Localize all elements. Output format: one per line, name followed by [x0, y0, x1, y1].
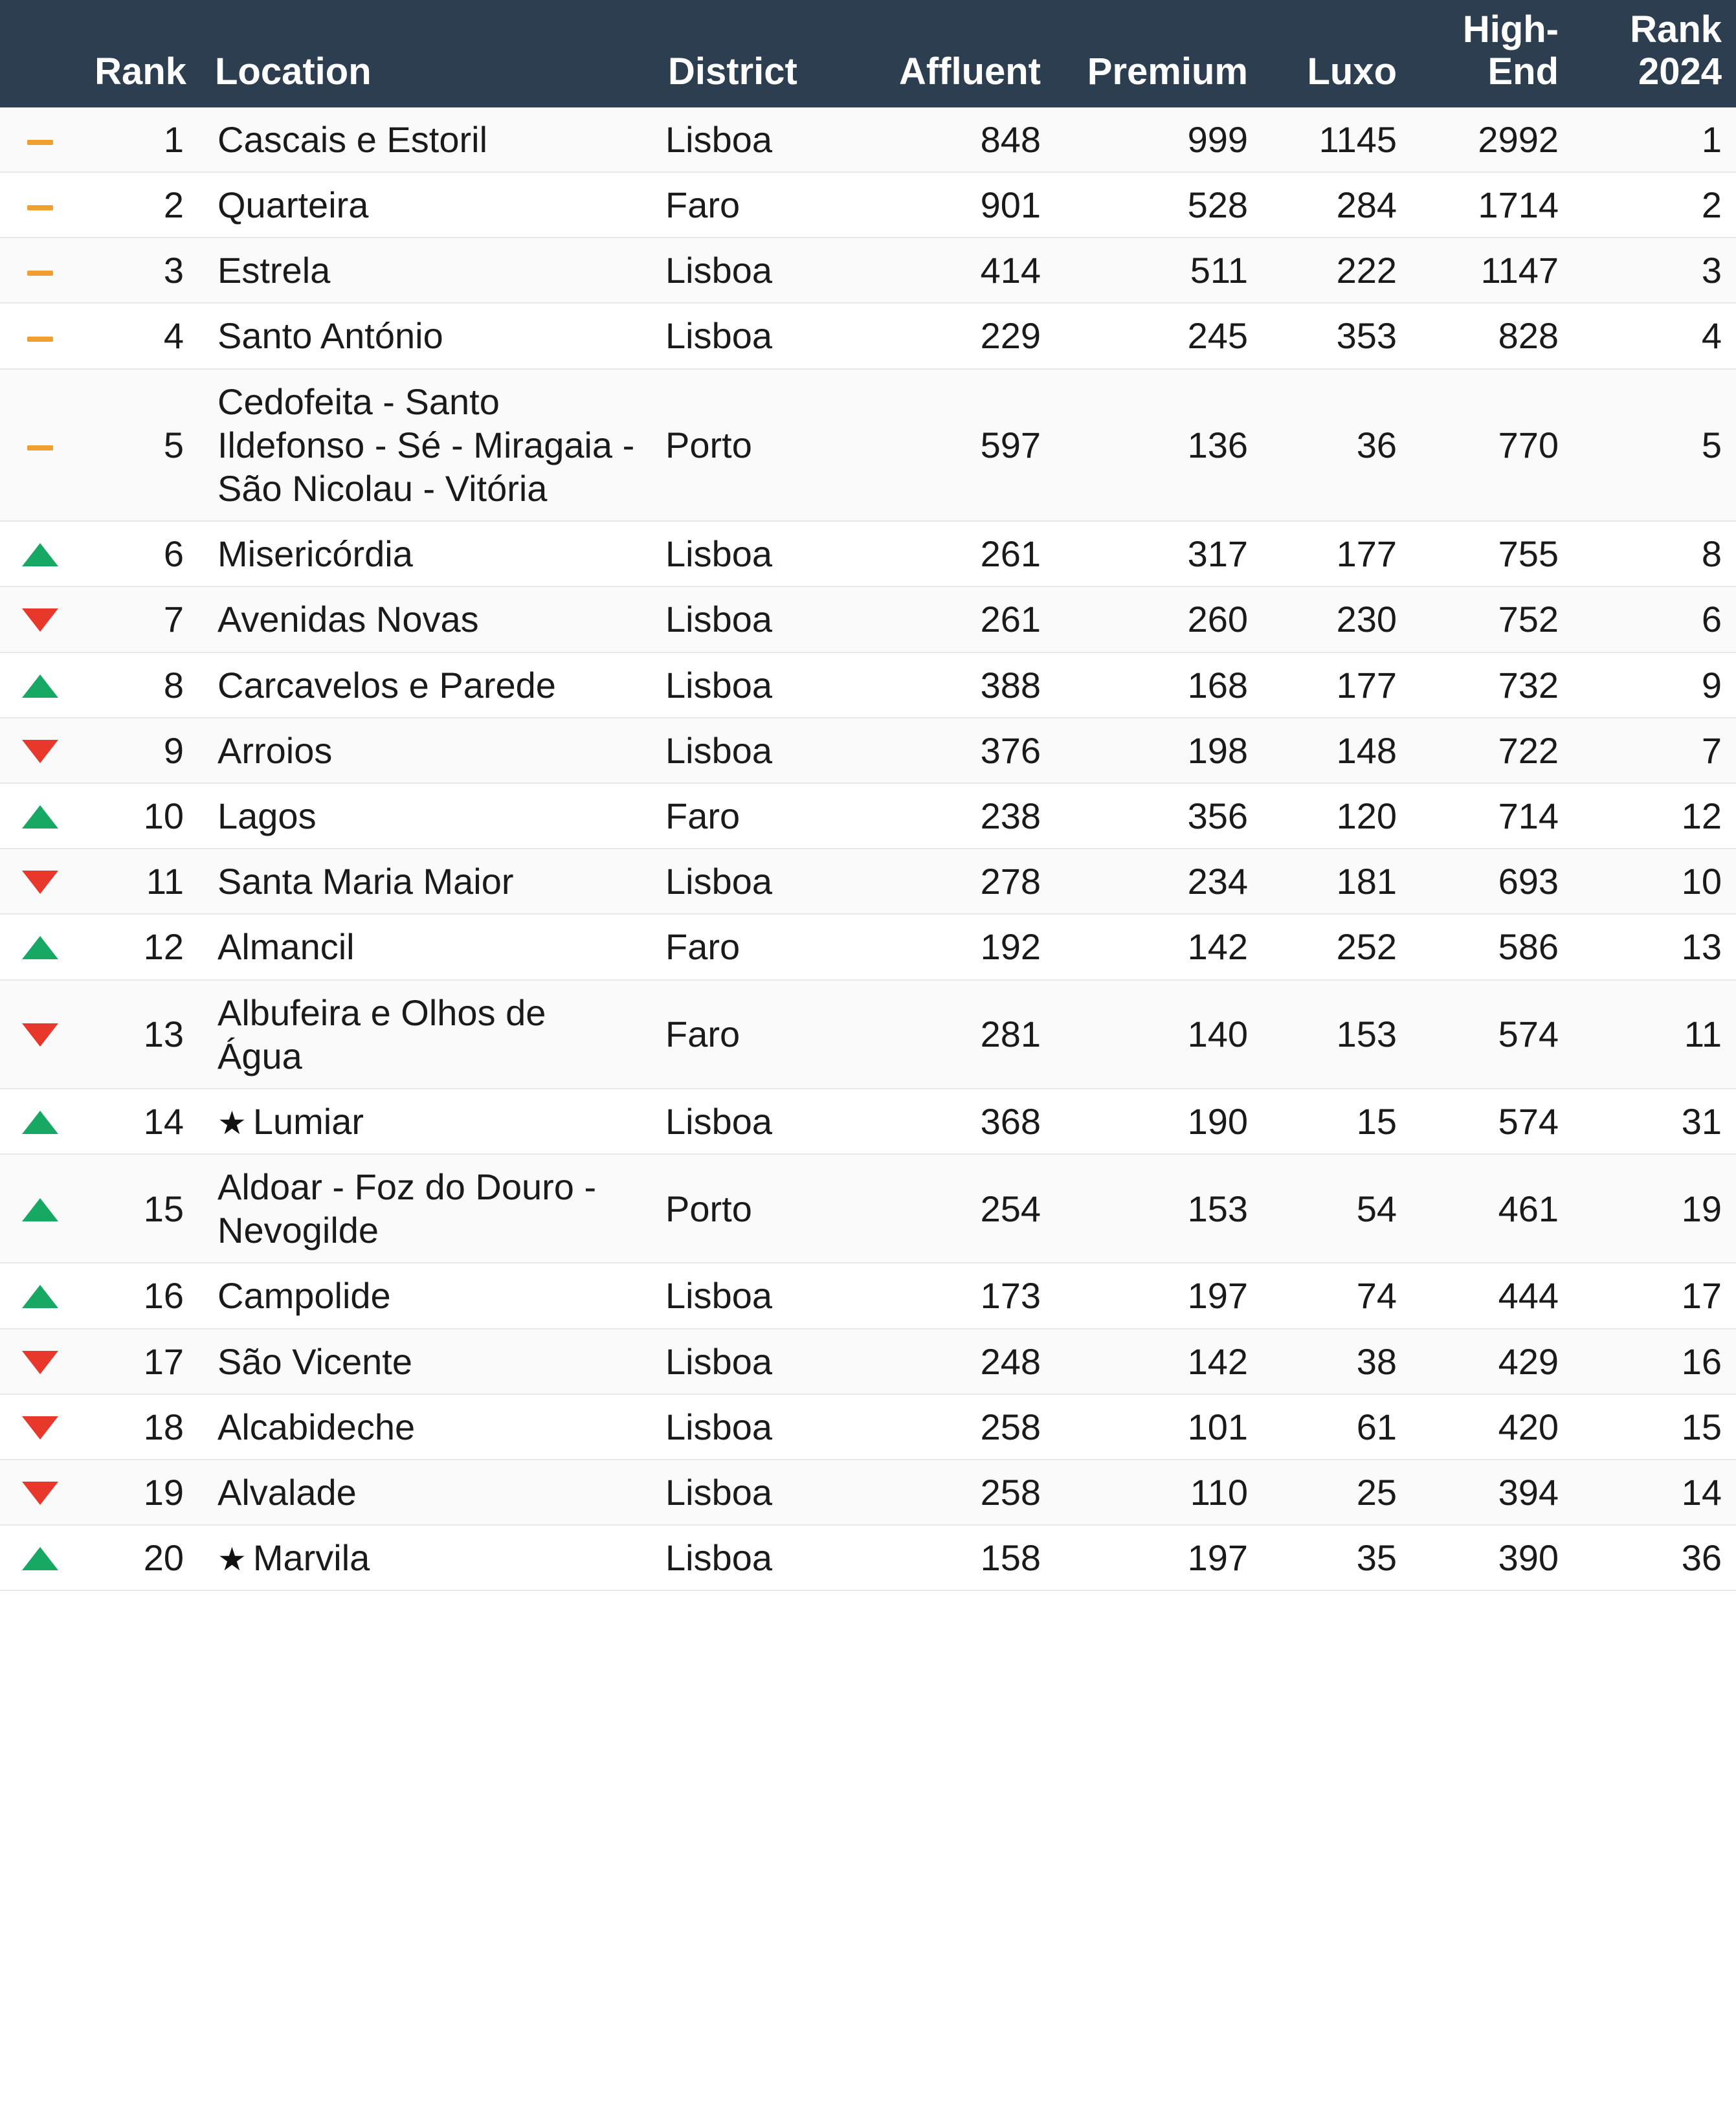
premium-cell: 511 — [1055, 238, 1262, 303]
luxo-cell: 230 — [1262, 586, 1411, 652]
premium-cell: 136 — [1055, 369, 1262, 522]
high-end-cell: 1714 — [1411, 172, 1573, 238]
trend-cell — [0, 369, 78, 522]
premium-cell: 197 — [1055, 1263, 1262, 1328]
dash-icon — [27, 337, 53, 342]
rank-cell: 5 — [78, 369, 201, 522]
trend-cell — [0, 238, 78, 303]
table-row — [0, 1154, 1736, 1263]
premium-cell: 142 — [1055, 1329, 1262, 1394]
high-end-cell: 828 — [1411, 303, 1573, 368]
affluent-cell: 238 — [867, 783, 1055, 849]
rank-2024-cell: 17 — [1573, 1263, 1736, 1328]
triangle-up-icon — [22, 1547, 58, 1570]
high-end-cell: 390 — [1411, 1525, 1573, 1590]
rank-cell: 16 — [78, 1263, 201, 1328]
rank-cell: 8 — [78, 652, 201, 718]
triangle-down-icon — [22, 740, 58, 763]
affluent-cell: 261 — [867, 521, 1055, 586]
location-label: Alcabideche — [217, 1406, 416, 1447]
luxo-cell: 177 — [1262, 652, 1411, 718]
luxo-cell: 177 — [1262, 521, 1411, 586]
trend-cell — [0, 1263, 78, 1328]
triangle-up-icon — [22, 805, 58, 829]
location-cell — [201, 718, 654, 783]
high-end-cell: 693 — [1411, 849, 1573, 914]
premium-cell: 317 — [1055, 521, 1262, 586]
affluent-cell: 597 — [867, 369, 1055, 522]
district-cell: Lisboa — [654, 1460, 867, 1525]
triangle-down-icon — [22, 871, 58, 894]
triangle-up-icon — [22, 936, 58, 959]
location-cell — [201, 1329, 654, 1394]
location-label: Marvila — [252, 1537, 370, 1579]
rank-cell: 17 — [78, 1329, 201, 1394]
rank-2024-cell: 4 — [1573, 303, 1736, 368]
rank-2024-cell: 14 — [1573, 1460, 1736, 1525]
rank-cell: 9 — [78, 718, 201, 783]
premium-cell: 198 — [1055, 718, 1262, 783]
high-end-cell: 586 — [1411, 914, 1573, 979]
table-row — [0, 652, 1736, 718]
rank-2024-cell: 6 — [1573, 586, 1736, 652]
affluent-cell: 281 — [867, 980, 1055, 1089]
location-cell — [201, 849, 654, 914]
luxo-cell: 284 — [1262, 172, 1411, 238]
trend-cell — [0, 1089, 78, 1154]
high-end-cell: 429 — [1411, 1329, 1573, 1394]
affluent-cell: 254 — [867, 1154, 1055, 1263]
rank-cell: 11 — [78, 849, 201, 914]
location-cell — [201, 1154, 654, 1263]
location-cell — [201, 586, 654, 652]
luxo-cell: 61 — [1262, 1394, 1411, 1460]
triangle-down-icon — [22, 1351, 58, 1374]
triangle-down-icon — [22, 1482, 58, 1505]
district-cell: Lisboa — [654, 586, 867, 652]
affluent-cell: 173 — [867, 1263, 1055, 1328]
district-cell: Faro — [654, 980, 867, 1089]
high-end-cell: 444 — [1411, 1263, 1573, 1328]
location-cell — [201, 172, 654, 238]
high-end-cell: 574 — [1411, 980, 1573, 1089]
luxo-cell: 353 — [1262, 303, 1411, 368]
luxo-cell: 35 — [1262, 1525, 1411, 1590]
rank-cell: 10 — [78, 783, 201, 849]
rank-cell: 12 — [78, 914, 201, 979]
rank-2024-cell: 7 — [1573, 718, 1736, 783]
premium-cell: 168 — [1055, 652, 1262, 718]
trend-cell — [0, 849, 78, 914]
high-end-cell: 722 — [1411, 718, 1573, 783]
district-cell: Lisboa — [654, 521, 867, 586]
affluent-cell: 258 — [867, 1394, 1055, 1460]
affluent-cell: 258 — [867, 1460, 1055, 1525]
table-row — [0, 783, 1736, 849]
rank-cell: 18 — [78, 1394, 201, 1460]
column-header-premium: Premium — [1055, 0, 1262, 107]
affluent-cell: 248 — [867, 1329, 1055, 1394]
table-row — [0, 1089, 1736, 1154]
affluent-cell: 278 — [867, 849, 1055, 914]
premium-cell: 140 — [1055, 980, 1262, 1089]
triangle-up-icon — [22, 1285, 58, 1308]
district-cell: Lisboa — [654, 1263, 867, 1328]
district-cell: Lisboa — [654, 849, 867, 914]
trend-cell — [0, 107, 78, 172]
trend-cell — [0, 980, 78, 1089]
rank-cell: 20 — [78, 1525, 201, 1590]
rank-2024-cell: 31 — [1573, 1089, 1736, 1154]
high-end-cell: 574 — [1411, 1089, 1573, 1154]
trend-cell — [0, 914, 78, 979]
triangle-down-icon — [22, 608, 58, 632]
trend-cell — [0, 1394, 78, 1460]
premium-cell: 245 — [1055, 303, 1262, 368]
luxo-cell: 252 — [1262, 914, 1411, 979]
table-header-row — [0, 0, 1736, 107]
high-end-cell: 714 — [1411, 783, 1573, 849]
table-row — [0, 1263, 1736, 1328]
rank-2024-cell: 11 — [1573, 980, 1736, 1089]
star-icon: ★ — [217, 1104, 247, 1141]
location-label: Almancil — [217, 926, 355, 968]
district-cell: Lisboa — [654, 1394, 867, 1460]
column-header-location: Location — [201, 0, 654, 107]
table-row — [0, 1525, 1736, 1590]
rank-2024-cell: 8 — [1573, 521, 1736, 586]
rank-2024-cell: 3 — [1573, 238, 1736, 303]
rank-2024-cell: 12 — [1573, 783, 1736, 849]
table-row — [0, 914, 1736, 979]
affluent-cell: 901 — [867, 172, 1055, 238]
rank-cell: 3 — [78, 238, 201, 303]
table-row — [0, 238, 1736, 303]
location-label: Quarteira — [217, 184, 369, 226]
location-cell — [201, 1525, 654, 1590]
trend-cell — [0, 521, 78, 586]
affluent-cell: 848 — [867, 107, 1055, 172]
location-cell — [201, 238, 654, 303]
location-cell — [201, 369, 654, 522]
rank-cell: 13 — [78, 980, 201, 1089]
rank-2024-cell: 36 — [1573, 1525, 1736, 1590]
high-end-cell: 420 — [1411, 1394, 1573, 1460]
triangle-up-icon — [22, 543, 58, 566]
dash-icon — [27, 271, 53, 276]
column-header-high-end: High-End — [1411, 0, 1573, 107]
location-label: Lagos — [217, 795, 317, 836]
table-row — [0, 107, 1736, 172]
high-end-cell: 461 — [1411, 1154, 1573, 1263]
location-cell — [201, 783, 654, 849]
premium-cell: 528 — [1055, 172, 1262, 238]
table-row — [0, 586, 1736, 652]
luxo-cell: 54 — [1262, 1154, 1411, 1263]
location-cell — [201, 1460, 654, 1525]
district-cell: Lisboa — [654, 1089, 867, 1154]
location-label: Misericórdia — [217, 533, 413, 575]
premium-cell: 101 — [1055, 1394, 1262, 1460]
rank-cell: 15 — [78, 1154, 201, 1263]
trend-cell — [0, 1154, 78, 1263]
rank-cell: 1 — [78, 107, 201, 172]
rank-2024-cell: 5 — [1573, 369, 1736, 522]
district-cell: Lisboa — [654, 1525, 867, 1590]
table-row — [0, 1460, 1736, 1525]
trend-cell — [0, 303, 78, 368]
rank-2024-cell: 15 — [1573, 1394, 1736, 1460]
rank-cell: 4 — [78, 303, 201, 368]
luxo-cell: 1145 — [1262, 107, 1411, 172]
rank-2024-cell: 16 — [1573, 1329, 1736, 1394]
luxo-cell: 38 — [1262, 1329, 1411, 1394]
rank-cell: 7 — [78, 586, 201, 652]
triangle-down-icon — [22, 1416, 58, 1440]
district-cell: Lisboa — [654, 652, 867, 718]
location-label: Avenidas Novas — [217, 599, 479, 640]
location-cell — [201, 980, 654, 1089]
district-cell: Porto — [654, 369, 867, 522]
table-row — [0, 980, 1736, 1089]
table-row — [0, 369, 1736, 522]
high-end-cell: 394 — [1411, 1460, 1573, 1525]
premium-cell: 197 — [1055, 1525, 1262, 1590]
location-label: Carcavelos e Parede — [217, 664, 556, 706]
high-end-cell: 2992 — [1411, 107, 1573, 172]
trend-cell — [0, 586, 78, 652]
table-row — [0, 849, 1736, 914]
district-cell: Faro — [654, 172, 867, 238]
dash-icon — [27, 140, 53, 145]
location-cell — [201, 914, 654, 979]
location-cell — [201, 1394, 654, 1460]
affluent-cell: 158 — [867, 1525, 1055, 1590]
district-cell: Lisboa — [654, 718, 867, 783]
location-cell — [201, 521, 654, 586]
location-label: Arroios — [217, 729, 333, 771]
rank-2024-cell: 9 — [1573, 652, 1736, 718]
district-cell: Lisboa — [654, 303, 867, 368]
high-end-cell: 752 — [1411, 586, 1573, 652]
triangle-up-icon — [22, 1111, 58, 1134]
location-label: Alvalade — [217, 1472, 357, 1513]
high-end-cell: 755 — [1411, 521, 1573, 586]
affluent-cell: 388 — [867, 652, 1055, 718]
column-header-district: District — [654, 0, 867, 107]
premium-cell: 999 — [1055, 107, 1262, 172]
district-cell: Lisboa — [654, 107, 867, 172]
district-cell: Porto — [654, 1154, 867, 1263]
rank-cell: 2 — [78, 172, 201, 238]
luxo-cell: 148 — [1262, 718, 1411, 783]
premium-cell: 190 — [1055, 1089, 1262, 1154]
dash-icon — [27, 445, 53, 451]
table-header — [0, 0, 1736, 107]
location-cell — [201, 303, 654, 368]
premium-cell: 234 — [1055, 849, 1262, 914]
premium-cell: 260 — [1055, 586, 1262, 652]
location-label: Cascais e Estoril — [217, 118, 488, 160]
luxo-cell: 222 — [1262, 238, 1411, 303]
table-row — [0, 303, 1736, 368]
location-label: Estrela — [217, 250, 331, 291]
trend-cell — [0, 1329, 78, 1394]
rank-2024-cell: 10 — [1573, 849, 1736, 914]
rank-2024-cell: 19 — [1573, 1154, 1736, 1263]
affluent-cell: 414 — [867, 238, 1055, 303]
affluent-cell: 368 — [867, 1089, 1055, 1154]
rank-2024-cell: 2 — [1573, 172, 1736, 238]
district-cell: Lisboa — [654, 238, 867, 303]
high-end-cell: 732 — [1411, 652, 1573, 718]
location-label: Aldoar - Foz do Douro - Nevogilde — [217, 1166, 597, 1251]
district-cell: Faro — [654, 783, 867, 849]
location-label: Lumiar — [252, 1100, 364, 1142]
rank-cell: 19 — [78, 1460, 201, 1525]
location-label: Cedofeita - Santo Ildefonso - Sé - Miragaia - São Nicolau - Vitória — [217, 381, 635, 509]
location-cell — [201, 1089, 654, 1154]
column-header-rank-2024: Rank 2024 — [1573, 0, 1736, 107]
trend-cell — [0, 1525, 78, 1590]
star-icon: ★ — [217, 1541, 247, 1578]
affluent-cell: 261 — [867, 586, 1055, 652]
location-label: Campolide — [217, 1275, 391, 1317]
table-row — [0, 718, 1736, 783]
trend-cell — [0, 783, 78, 849]
dash-icon — [27, 205, 53, 210]
affluent-cell: 192 — [867, 914, 1055, 979]
affluent-cell: 376 — [867, 718, 1055, 783]
luxo-cell: 181 — [1262, 849, 1411, 914]
triangle-up-icon — [22, 1198, 58, 1221]
table-row — [0, 1394, 1736, 1460]
district-cell: Faro — [654, 914, 867, 979]
luxo-cell: 153 — [1262, 980, 1411, 1089]
triangle-up-icon — [22, 674, 58, 698]
high-end-cell: 1147 — [1411, 238, 1573, 303]
luxo-cell: 74 — [1262, 1263, 1411, 1328]
location-label: São Vicente — [217, 1341, 412, 1382]
column-header-rank: Rank — [78, 0, 201, 107]
premium-cell: 142 — [1055, 914, 1262, 979]
triangle-down-icon — [22, 1023, 58, 1047]
high-end-cell: 770 — [1411, 369, 1573, 522]
rank-2024-cell: 13 — [1573, 914, 1736, 979]
district-cell: Lisboa — [654, 1329, 867, 1394]
location-cell — [201, 1263, 654, 1328]
rank-cell: 14 — [78, 1089, 201, 1154]
location-label: Santo António — [217, 315, 443, 357]
table-row — [0, 521, 1736, 586]
luxo-cell: 36 — [1262, 369, 1411, 522]
luxo-cell: 25 — [1262, 1460, 1411, 1525]
rank-2024-cell: 1 — [1573, 107, 1736, 172]
trend-cell — [0, 718, 78, 783]
affluent-cell: 229 — [867, 303, 1055, 368]
premium-cell: 153 — [1055, 1154, 1262, 1263]
trend-cell — [0, 652, 78, 718]
premium-cell: 110 — [1055, 1460, 1262, 1525]
column-header-affluent: Affluent — [867, 0, 1055, 107]
table-row — [0, 1329, 1736, 1394]
location-cell — [201, 107, 654, 172]
location-label: Santa Maria Maior — [217, 861, 514, 902]
location-label: Albufeira e Olhos de Água — [217, 992, 546, 1076]
column-header-luxo: Luxo — [1262, 0, 1411, 107]
luxo-cell: 120 — [1262, 783, 1411, 849]
table-body — [0, 107, 1736, 1591]
trend-cell — [0, 172, 78, 238]
location-cell — [201, 652, 654, 718]
trend-cell — [0, 1460, 78, 1525]
premium-cell: 356 — [1055, 783, 1262, 849]
column-header-trend — [0, 0, 78, 107]
table-row — [0, 172, 1736, 238]
rank-cell: 6 — [78, 521, 201, 586]
luxo-cell: 15 — [1262, 1089, 1411, 1154]
